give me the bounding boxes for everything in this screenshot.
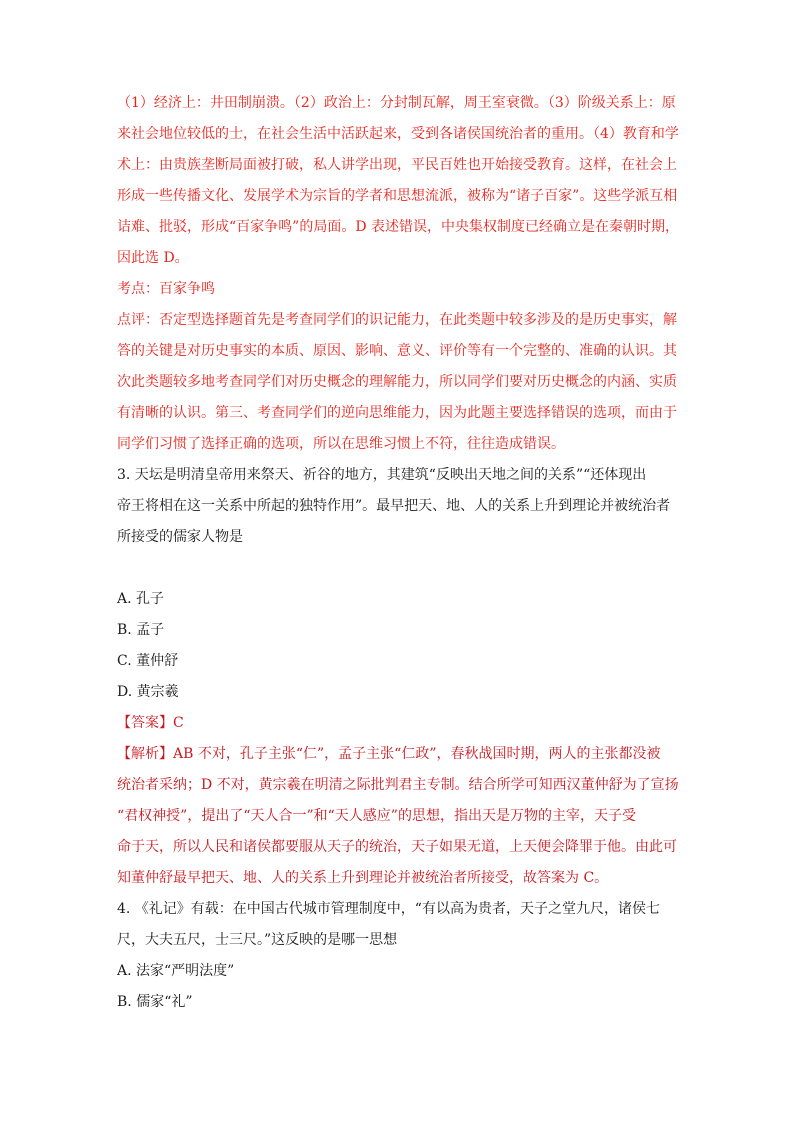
option-b: B. 儒家“礼” <box>117 994 193 1010</box>
option-d: D. 黄宗羲 <box>117 684 179 700</box>
analysis-line: （1）经济上：井田制崩溃。（2）政治上：分封制瓦解，周王室衰微。（3）阶级关系上：原 <box>117 95 676 111</box>
analysis-line: 因此选 D。 <box>117 250 189 266</box>
spacer <box>117 560 677 591</box>
question-4 <box>117 901 677 1010</box>
question-stem-line: 尺，大夫五尺，士三尺。”这反映的是哪一思想 <box>117 932 398 948</box>
dianping-line: 答的关键是对历史事实的本质、原因、影响、意义、评价等有一个完整的、准确的认识。其 <box>117 343 677 359</box>
analysis-line: “君权神授”，提出了“天人合一”和“天人感应”的思想，指出天是万物的主宰，天子受 <box>117 808 636 824</box>
question-stem-line: 帝王将相在这一关系中所起的独特作用”。最早把天、地、人的关系上升到理论并被统治者 <box>117 498 671 514</box>
kaodian: 考点：百家争鸣 <box>117 281 215 297</box>
dianping-line: 点评：否定型选择题首先是考查同学们的识记能力，在此类题中较多涉及的是历史事实，解 <box>117 312 677 328</box>
option-c: C. 董仲舒 <box>117 653 179 669</box>
analysis-line: 形成一些传播文化、发展学术为宗旨的学者和思想流派，被称为“诸子百家”。这些学派互相 <box>117 188 678 204</box>
question-3 <box>117 467 677 886</box>
analysis-line: 命于天，所以人民和诸侯都要服从天子的统治，天子如果无道，上天便会降罪于他。由此可 <box>117 839 677 855</box>
dianping-line: 同学们习惯了选择正确的选项，所以在思维习惯上不符，往往造成错误。 <box>117 436 565 452</box>
analysis-line: 来社会地位较低的士，在社会生活中活跃起来，受到各诸侯国统治者的重用。（4）教育和学 <box>117 126 679 142</box>
dianping <box>117 312 677 452</box>
answer: 【答案】C <box>117 715 184 731</box>
analysis-line: 术上：由贵族垄断局面被打破，私人讲学出现，平民百姓也开始接受教育。这样，在社会上 <box>117 157 677 173</box>
question-stem-line: 3. 天坛是明清皇帝用来祭天、祈谷的地方，其建筑“反映出天地之间的关系”“还体现出 <box>117 467 647 483</box>
question-stem-line: 所接受的儒家人物是 <box>117 529 243 545</box>
option-a: A. 孔子 <box>117 591 165 607</box>
previous-analysis <box>117 95 677 266</box>
document-page <box>117 95 677 1025</box>
option-a: A. 法家“严明法度” <box>117 963 235 979</box>
analysis-line: 知董仲舒最早把天、地、人的关系上升到理论并被统治者所接受，故答案为 C。 <box>117 870 609 886</box>
analysis-line: 【解析】AB 不对，孔子主张“仁”，孟子主张“仁政”，春秋战国时期，两人的主张都没被 <box>117 746 661 762</box>
analysis-line: 诘难、批驳，形成“百家争鸣”的局面。D 表述错误，中央集权制度已经确立是在秦朝时期， <box>117 219 679 235</box>
dianping-line: 次此类题较多地考查同学们对历史概念的理解能力，所以同学们要对历史概念的内涵、实质 <box>117 374 677 390</box>
option-b: B. 孟子 <box>117 622 165 638</box>
question-stem-line: 4. 《礼记》有载：在中国古代城市管理制度中，“有以高为贵者，天子之堂九尺，诸侯七 <box>117 901 660 917</box>
analysis-line: 统治者采纳；D 不对，黄宗羲在明清之际批判君主专制。结合所学可知西汉董仲舒为了宣扬 <box>117 777 679 793</box>
dianping-line: 有清晰的认识。第三、考查同学们的逆向思维能力，因为此题主要选择错误的选项，而由于 <box>117 405 677 421</box>
